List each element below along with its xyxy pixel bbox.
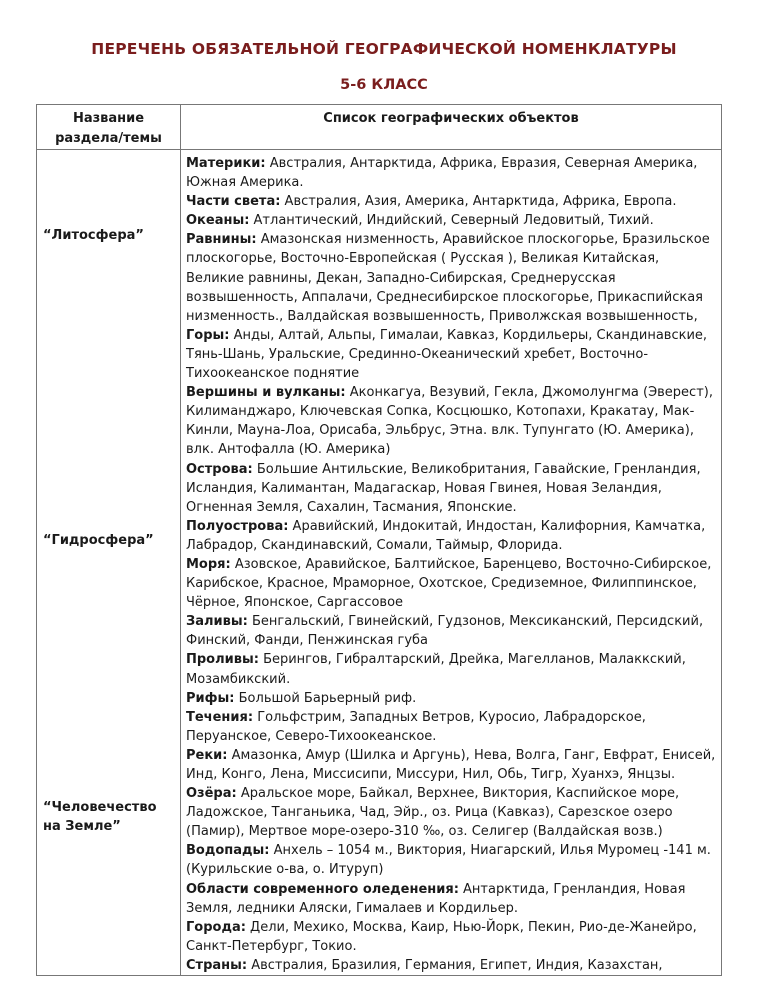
entry-label: Области современного оледенения: xyxy=(186,881,459,897)
list-item xyxy=(186,211,717,230)
entry-label: Океаны: xyxy=(186,213,250,229)
entry-label: Заливы: xyxy=(186,614,248,630)
entry-text: Аконкагуа, Везувий, Гекла, Джомолунгма (Эверест), Килиманджаро, Ключевская Сопка, Косцюшко, Котопахи, Кракатау, Мак-Кинли, Мауна-Лоа, Орисаба, Эльбрус, Этна. влк. Тупунгато (Ю. Америка), влк. Антофалла (Ю. Америка) xyxy=(186,385,713,458)
nomenclature-table xyxy=(36,104,722,976)
entry-label: Течения: xyxy=(186,709,254,725)
entry-label: Проливы: xyxy=(186,652,259,668)
entry-text: Австралия, Антарктида, Африка, Евразия, Северная Америка, Южная Америка. xyxy=(186,156,698,191)
entry-text: Антарктида, Гренландия, Новая Земля, ледники Аляски, Гималаев и Кордильер. xyxy=(186,881,686,916)
entry-label: Рифы: xyxy=(186,690,235,706)
section-hydrosphere: “Гидросфера” xyxy=(43,533,154,548)
list-item xyxy=(186,460,717,517)
list-item xyxy=(186,956,717,975)
entry-label: Материки: xyxy=(186,156,266,171)
entry-label: Острова: xyxy=(186,461,253,477)
entries-list xyxy=(186,154,717,975)
entry-text: Дели, Мехико, Москва, Каир, Нью-Йорк, Пекин, Рио-де-Жанейро, Санкт-Петербург, Токио. xyxy=(186,919,697,954)
entry-label: Вершины и вулканы: xyxy=(186,385,346,401)
section-column xyxy=(37,150,181,976)
list-item xyxy=(186,154,717,192)
list-item xyxy=(186,746,717,784)
entry-label: Горы: xyxy=(186,327,230,343)
entry-label: Водопады: xyxy=(186,843,270,859)
entry-label: Части света: xyxy=(186,194,281,210)
table-body-row xyxy=(37,150,722,976)
entry-label: Равнины: xyxy=(186,232,257,248)
entry-label: Полуострова: xyxy=(186,518,289,534)
entry-text: Аравийский, Индокитай, Индостан, Калифорния, Камчатка, Лабрадор, Скандинавский, Сомали, Таймыр, Флорида. xyxy=(186,518,706,553)
section-lithosphere: “Литосфера” xyxy=(43,228,144,243)
entry-text: Азовское, Аравийское, Балтийское, Баренцево, Восточно-Сибирское, Карибское, Красное, Мраморное, Охотское, Средиземное, Филиппинское, Чёрное, Японское, Саргассовое xyxy=(186,556,712,611)
entry-text: Атлантический, Индийский, Северный Ледовитый, Тихий. xyxy=(249,213,654,229)
list-item xyxy=(186,918,717,956)
entry-text: Большой Барьерный риф. xyxy=(234,690,417,706)
list-item xyxy=(186,689,717,708)
entry-text: Большие Антильские, Великобритания, Гавайские, Гренландия, Исландия, Калимантан, Мадагаскар, Новая Гвинея, Новая Зеландия, Огненная Земля, Сахалин, Тасмания, Японские. xyxy=(186,461,701,515)
list-item xyxy=(186,326,717,383)
entry-text: Амазонка, Амур (Шилка и Аргунь), Нева, Волга, Ганг, Евфрат, Енисей, Инд, Конго, Лена, Миссисипи, Миссури, Нил, Обь, Тигр, Хуанхэ, Янцзы. xyxy=(186,747,716,782)
entry-text: Аральское море, Байкал, Верхнее, Виктория, Каспийское море, Ладожское, Танганьика, Чад, Эйр., оз. Рица (Кавказ), Сарезское озеро (Памир), Мертвое море-озеро-310 ‰, оз. Селигер (Валдайская возв.) xyxy=(186,786,680,840)
objects-column xyxy=(181,150,722,976)
entry-label: Страны: xyxy=(186,957,248,973)
entry-text: Берингов, Гибралтарский, Дрейка, Магелланов, Малаккский, Мозамбикский. xyxy=(186,652,686,687)
list-item xyxy=(186,555,717,612)
list-item xyxy=(186,784,717,841)
entry-label: Моря: xyxy=(186,556,231,572)
document-subtitle: 5-6 КЛАСС xyxy=(340,77,428,93)
entry-label: Города: xyxy=(186,919,246,935)
section-humanity: “Человечество на Земле” xyxy=(43,800,157,835)
entry-text: Анхель – 1054 м., Виктория, Ниагарский, Илья Муромец -141 м.(Курильские о-ва, о. Итуруп) xyxy=(186,843,711,878)
document-title: ПЕРЕЧЕНЬ ОБЯЗАТЕЛЬНОЙ ГЕОГРАФИЧЕСКОЙ НОМЕНКЛАТУРЫ xyxy=(91,40,677,58)
entry-text: Австралия, Азия, Америка, Антарктида, Африка, Европа. xyxy=(280,194,677,210)
entry-text: Анды, Алтай, Альпы, Гималаи, Кавказ, Кордильеры, Скандинавские, Тянь-Шань, Уральские, Срединно-Океанический хребет, Восточно-Тихоокеанское поднятие xyxy=(186,327,708,382)
list-item xyxy=(186,841,717,879)
list-item xyxy=(186,383,717,459)
col2-header: Список географических объектов xyxy=(181,105,722,150)
list-item xyxy=(186,880,717,918)
list-item xyxy=(186,517,717,555)
col1-header: Название раздела/темы xyxy=(37,105,181,150)
entry-text: Бенгальский, Гвинейский, Гудзонов, Мексиканский, Персидский, Финский, Фанди, Пенжинская губа xyxy=(186,614,704,649)
entry-label: Реки: xyxy=(186,747,228,763)
entry-text: Гольфстрим, Западных Ветров, Куросио, Лабрадорское, Перуанское, Северо-Тихоокеанское. xyxy=(186,709,646,744)
entry-text: Австралия, Бразилия, Германия, Египет, Индия, Казахстан, xyxy=(247,957,663,973)
entry-label: Озёра: xyxy=(186,786,237,802)
list-item xyxy=(186,650,717,688)
list-item xyxy=(186,708,717,746)
list-item xyxy=(186,612,717,650)
list-item xyxy=(186,192,717,211)
entry-text: Амазонская низменность, Аравийское плоскогорье, Бразильское плоскогорье, Восточно-Европейская ( Русская ), Великая Китайская, Великие равнины, Декан, Западно-Сибирская, Среднерусская возвышенность, Аппалачи, Среднесибирское плоскогорье, Прикаспийская низменность., Валдайская возвышенность, Приволжская возвышенность, xyxy=(186,232,710,324)
table-header-row xyxy=(37,105,722,150)
list-item xyxy=(186,230,717,325)
